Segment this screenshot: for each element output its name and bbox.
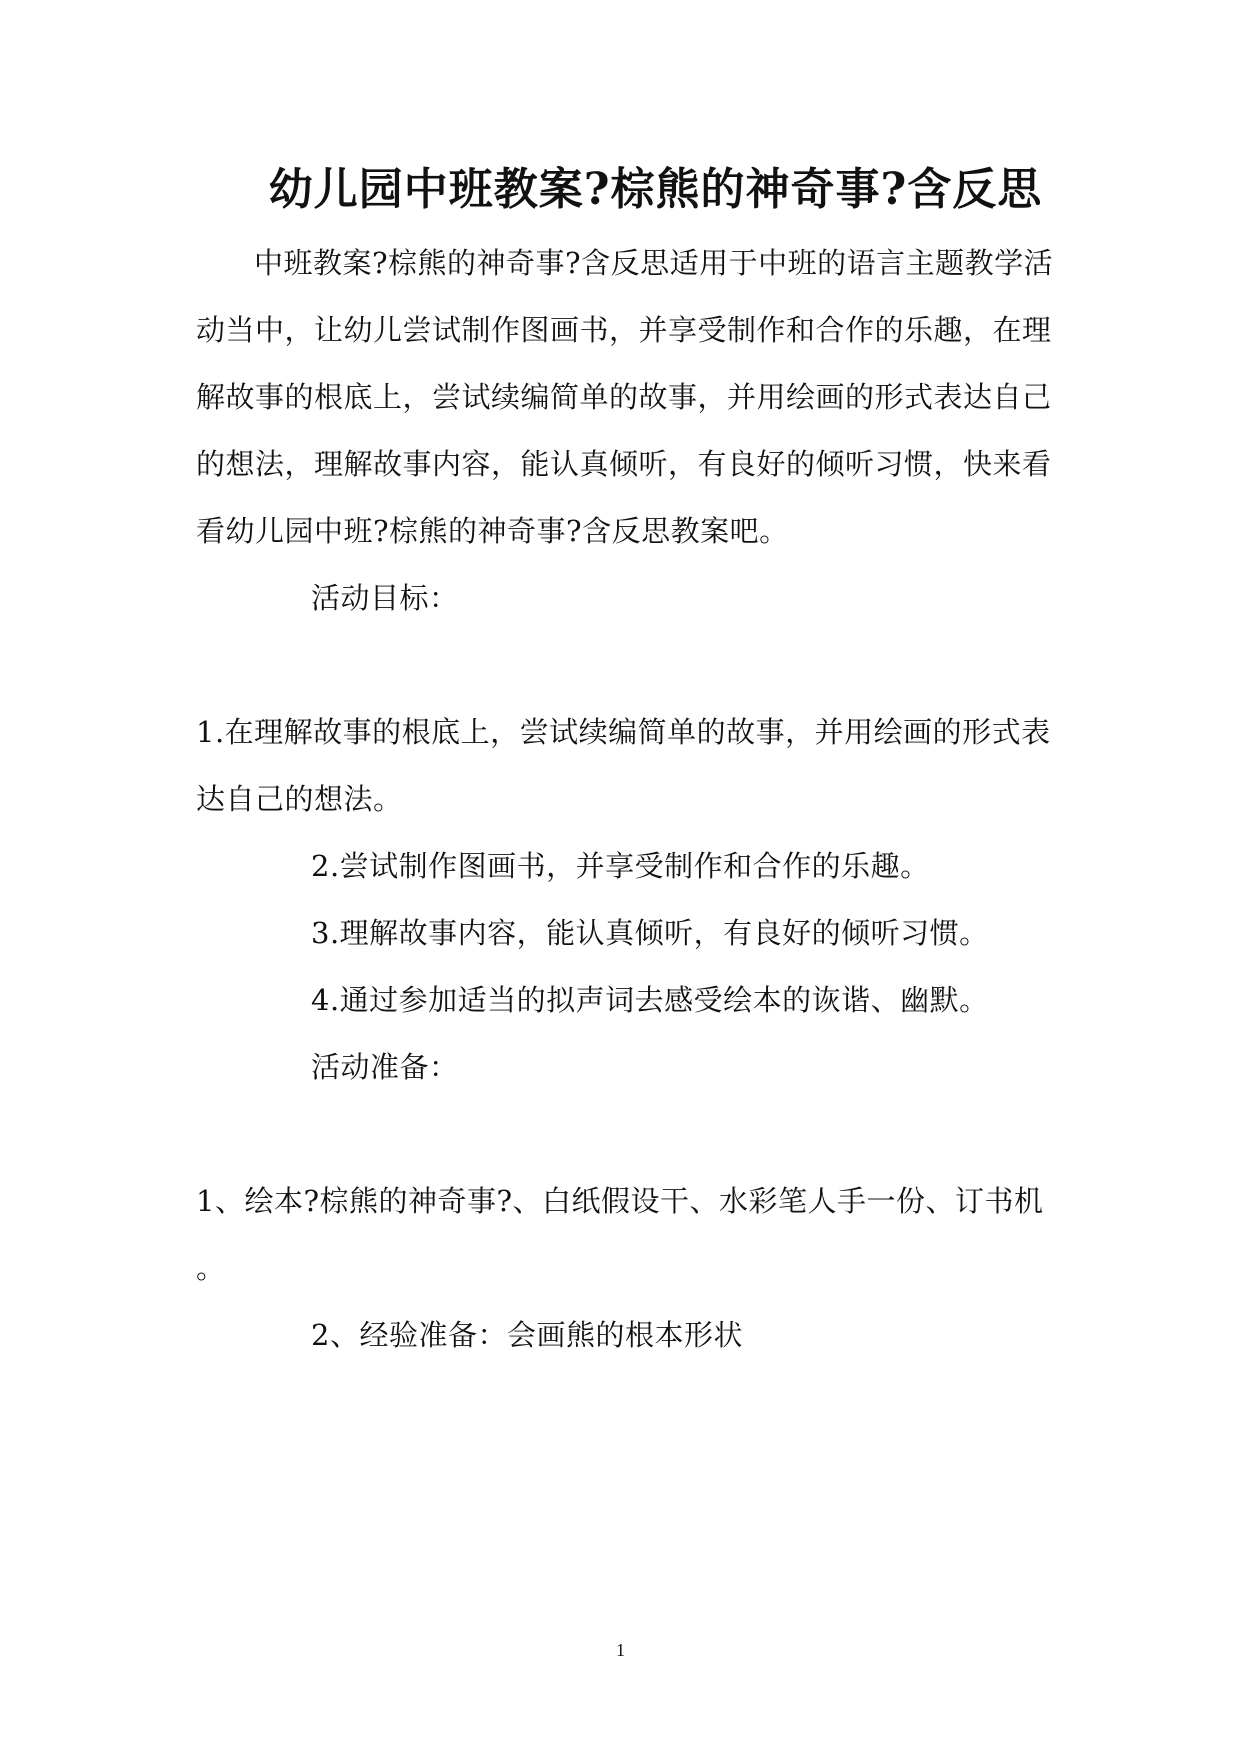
goal-item-1-continued: 达自己的想法。: [196, 782, 403, 816]
goal-item-1: 1.在理解故事的根底上，尝试续编简单的故事，并用绘画的形式表: [196, 715, 1051, 749]
goal-item-2: 2.尝试制作图画书，并享受制作和合作的乐趣。: [311, 849, 930, 883]
intro-line: 的想法，理解故事内容，能认真倾听，有良好的倾听习惯，快来看: [196, 447, 1052, 481]
goal-item-3: 3.理解故事内容，能认真倾听，有良好的倾听习惯。: [311, 916, 989, 950]
prep-item-2: 2、经验准备：会画熊的根本形状: [311, 1318, 743, 1352]
intro-line: 看幼儿园中班?棕熊的神奇事?含反思教案吧。: [196, 514, 789, 548]
prep-item-1-continued: 。: [196, 1251, 226, 1285]
intro-line: 解故事的根底上，尝试续编简单的故事，并用绘画的形式表达自己: [196, 380, 1052, 414]
goals-heading: 活动目标：: [311, 581, 459, 615]
goal-item-4: 4.通过参加适当的拟声词去感受绘本的诙谐、幽默。: [311, 983, 989, 1017]
prep-item-1: 1、绘本?棕熊的神奇事?、白纸假设干、水彩笔人手一份、订书机: [196, 1184, 1044, 1218]
intro-line: 动当中，让幼儿尝试制作图画书，并享受制作和合作的乐趣，在理: [196, 313, 1052, 347]
document-title: 幼儿园中班教案?棕熊的神奇事?含反思: [268, 164, 1043, 215]
prep-heading: 活动准备：: [311, 1050, 459, 1084]
intro-line: 中班教案?棕熊的神奇事?含反思适用于中班的语言主题教学活: [254, 246, 1054, 280]
page-number: 1: [616, 1640, 625, 1660]
